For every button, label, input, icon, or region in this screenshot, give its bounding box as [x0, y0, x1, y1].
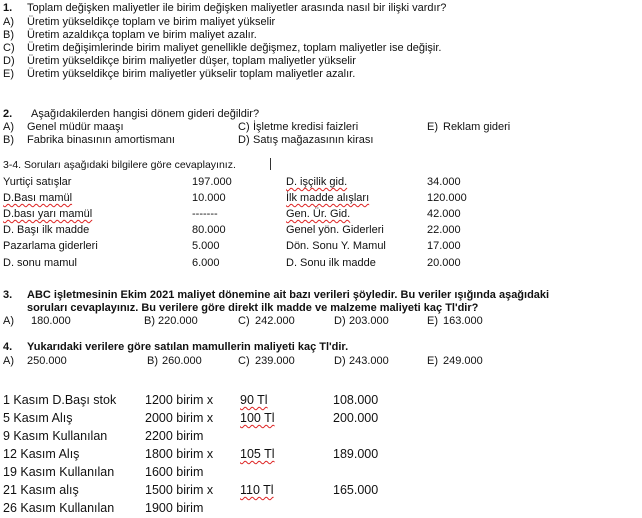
table-cell-label: D.bası yarı mamül — [3, 208, 93, 220]
stock-row-qty: 1500 birim x — [145, 483, 214, 497]
table-cell-value: 5.000 — [192, 240, 220, 252]
table-cell-value: 6.000 — [192, 257, 220, 269]
q3-option-value: 220.000 — [158, 315, 198, 327]
table-cell-label: Gen. Ür. Gid. — [286, 208, 351, 220]
table-cell-value: 22.000 — [427, 224, 461, 236]
q4-option-value: 250.000 — [27, 355, 67, 367]
stock-row-label: 12 Kasım Alış — [3, 447, 80, 461]
stock-row-price: 100 Tl — [240, 411, 275, 425]
q3-number: 3. — [3, 289, 13, 301]
q4-text: Yukarıdaki verilere göre satılan mamullerin maliyeti kaç Tl'dir. — [27, 341, 349, 353]
q1-option-text: Üretim yükseldikçe birim maliyetler yükselir toplam maliyetler azalır. — [27, 68, 356, 80]
table-cell-label: D. işçilik gid. — [286, 176, 348, 188]
q1-option-letter: D) — [3, 55, 15, 67]
q1-option-letter: E) — [3, 68, 14, 80]
stock-row-qty: 1200 birim x — [145, 393, 214, 407]
table-cell-label: Dön. Sonu Y. Mamul — [286, 240, 386, 252]
table-cell-value: 20.000 — [427, 257, 461, 269]
q2-option-text: Satış mağazasının kirası — [253, 134, 374, 146]
q2-option-letter: E) — [427, 121, 438, 133]
stock-row-qty: 1900 birim — [145, 501, 204, 515]
table-cell-value: 17.000 — [427, 240, 461, 252]
table-cell-label: D.Bası mamül — [3, 192, 73, 204]
q2-option-text: İşletme kredisi faizleri — [253, 121, 359, 133]
q3-option-letter: C) — [238, 315, 250, 327]
q3-option-letter: E) — [427, 315, 438, 327]
q4-number: 4. — [3, 341, 13, 353]
stock-row-label: 5 Kasım Alış — [3, 411, 73, 425]
q1-option-letter: C) — [3, 42, 15, 54]
q34-intro: 3-4. Soruları aşağıdaki bilgilere göre cevaplayınız. — [3, 159, 236, 171]
table-cell-label: D. Sonu ilk madde — [286, 257, 376, 269]
stock-row-qty: 2200 birim — [145, 429, 204, 443]
q1-option-text: Üretim azaldıkça toplam ve birim maliyet azalır. — [27, 29, 257, 41]
q1-option-text: Üretim değişimlerinde birim maliyet genellikle değişmez, toplam maliyetler ise değişir. — [27, 42, 442, 54]
stock-row-label: 9 Kasım Kullanılan — [3, 429, 108, 443]
q3-option-letter: A) — [3, 315, 14, 327]
q3-option-value: 242.000 — [255, 315, 295, 327]
q3-option-letter: D) — [334, 315, 346, 327]
q4-option-letter: D) — [334, 355, 346, 367]
table-cell-label: İlk madde alışları — [286, 192, 370, 204]
stock-row-label: 19 Kasım Kullanılan — [3, 465, 115, 479]
q2-text: Aşağıdakilerden hangisi dönem gideri değildir? — [31, 108, 260, 120]
q1-option-letter: B) — [3, 29, 14, 41]
q2-option-letter: A) — [3, 121, 14, 133]
table-cell-value: 10.000 — [192, 192, 226, 204]
q4-option-letter: C) — [238, 355, 250, 367]
q4-option-value: 243.000 — [349, 355, 389, 367]
q1-option-text: Üretim yükseldikçe birim maliyetler düşer, toplam maliyetler yükselir — [27, 55, 356, 67]
q1-option-text: Üretim yükseldikçe toplam ve birim maliyet yükselir — [27, 16, 276, 28]
q4-option-value: 239.000 — [255, 355, 295, 367]
q3-text-line1: ABC işletmesinin Ekim 2021 maliyet dönemine ait bazı verileri şöyledir. Bu veriler ışığında aşağıdaki — [27, 289, 550, 301]
text-cursor — [270, 158, 271, 170]
q2-option-letter: C) — [238, 121, 250, 133]
q3-option-value: 180.000 — [31, 315, 71, 327]
stock-row-label: 1 Kasım D.Başı stok — [3, 393, 117, 407]
table-cell-label: Genel yön. Giderleri — [286, 224, 384, 236]
q4-option-letter: E) — [427, 355, 438, 367]
q2-option-text: Fabrika binasının amortismanı — [27, 134, 175, 146]
table-cell-label: Yurtiçi satışlar — [3, 176, 72, 188]
q1-number: 1. — [3, 2, 13, 14]
q1-text: Toplam değişken maliyetler ile birim değişken maliyetler arasında nasıl bir ilişki vardır? — [27, 2, 447, 14]
q3-text-line2: soruları cevaplayınız. Bu verilere göre direkt ilk madde ve malzeme maliyeti kaç Tl'dir? — [27, 302, 479, 314]
table-cell-value: ------- — [192, 208, 218, 220]
q4-option-letter: B) — [147, 355, 158, 367]
stock-row-qty: 1600 birim — [145, 465, 204, 479]
stock-row-total: 200.000 — [333, 411, 379, 425]
q1-option-letter: A) — [3, 16, 14, 28]
stock-row-label: 21 Kasım alış — [3, 483, 79, 497]
stock-row-qty: 2000 birim x — [145, 411, 214, 425]
table-cell-label: D. sonu mamul — [3, 257, 77, 269]
table-cell-value: 42.000 — [427, 208, 461, 220]
table-cell-label: D. Başı ilk madde — [3, 224, 90, 236]
q3-option-letter: B) — [144, 315, 155, 327]
q4-option-value: 249.000 — [443, 355, 483, 367]
q2-option-letter: B) — [3, 134, 14, 146]
stock-row-total: 189.000 — [333, 447, 379, 461]
q4-option-letter: A) — [3, 355, 14, 367]
q2-option-text: Genel müdür maaşı — [27, 121, 124, 133]
table-cell-value: 120.000 — [427, 192, 467, 204]
stock-row-total: 108.000 — [333, 393, 379, 407]
stock-row-price: 90 Tl — [240, 393, 268, 407]
table-cell-label: Pazarlama giderleri — [3, 240, 98, 252]
table-cell-value: 197.000 — [192, 176, 232, 188]
stock-row-price: 110 Tl — [240, 483, 274, 497]
q2-option-letter: D) — [238, 134, 250, 146]
q2-number: 2. — [3, 108, 13, 120]
stock-row-label: 26 Kasım Kullanılan — [3, 501, 115, 515]
stock-row-total: 165.000 — [333, 483, 379, 497]
q3-option-value: 203.000 — [349, 315, 389, 327]
stock-row-qty: 1800 birim x — [145, 447, 214, 461]
table-cell-value: 80.000 — [192, 224, 226, 236]
q4-option-value: 260.000 — [162, 355, 202, 367]
table-cell-value: 34.000 — [427, 176, 461, 188]
stock-row-price: 105 Tl — [240, 447, 275, 461]
q3-option-value: 163.000 — [443, 315, 483, 327]
q2-option-text: Reklam gideri — [443, 121, 511, 133]
